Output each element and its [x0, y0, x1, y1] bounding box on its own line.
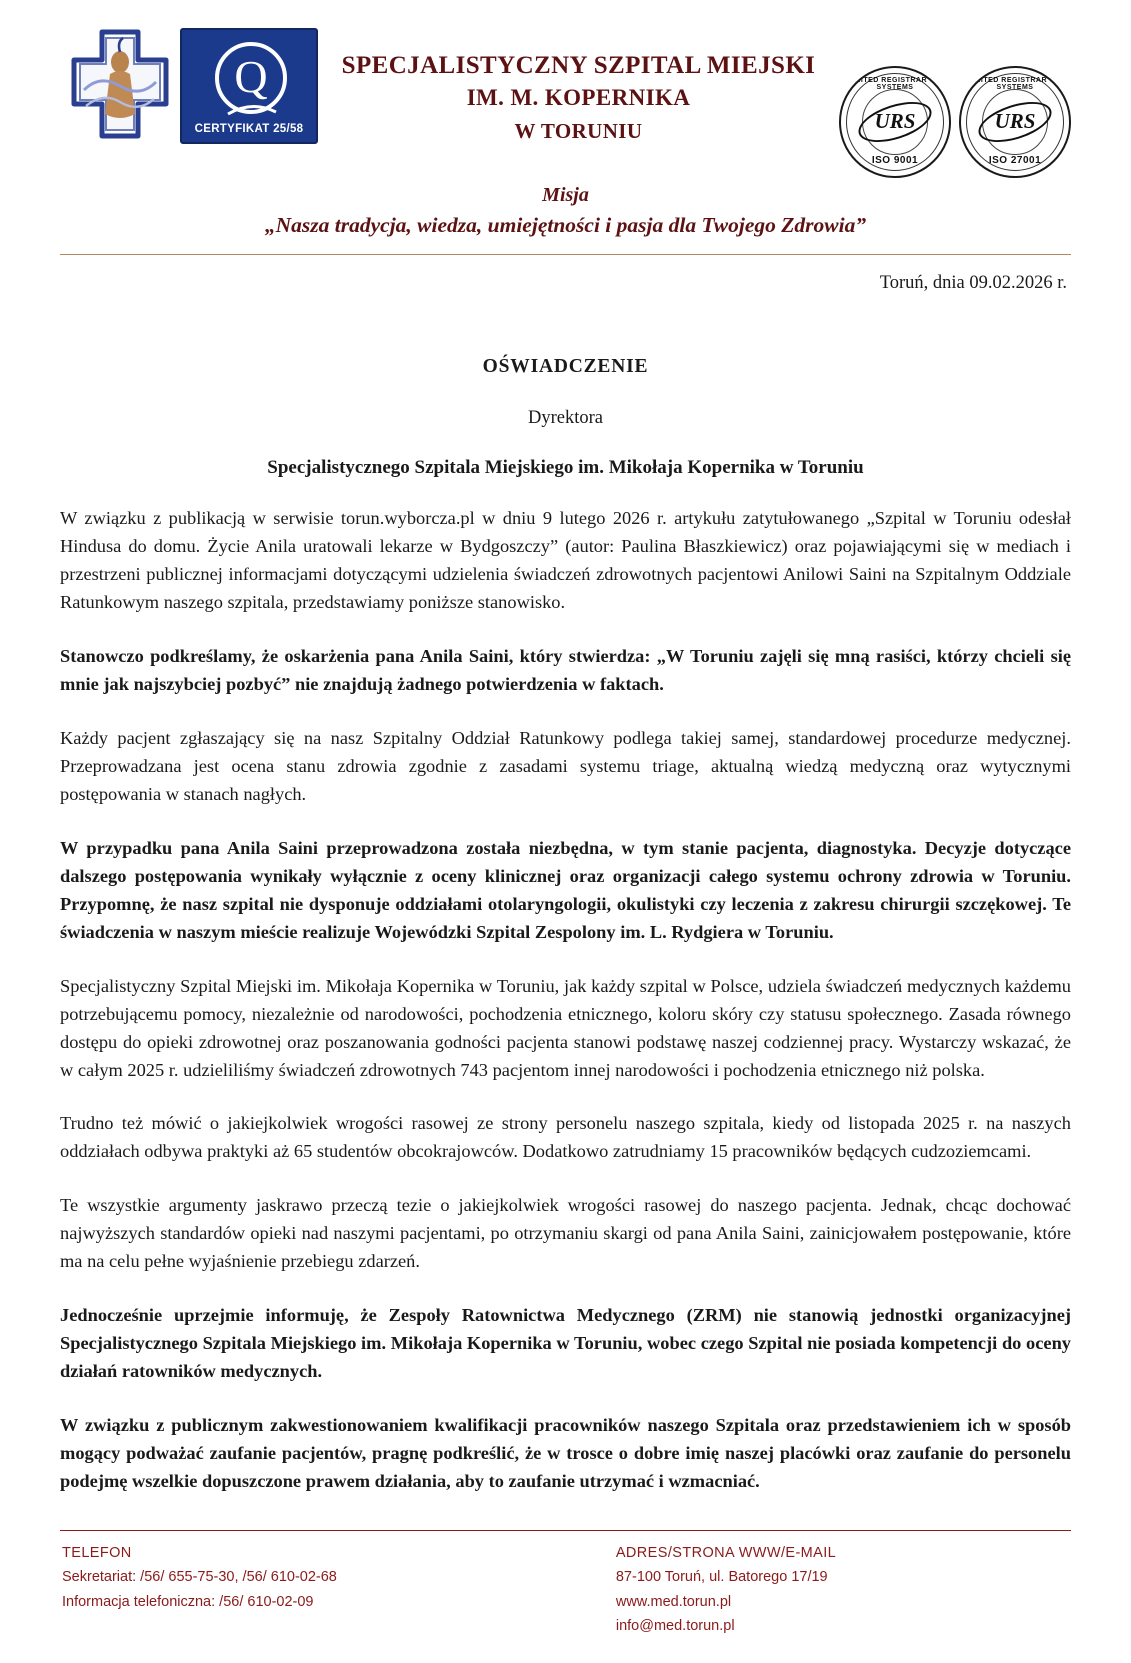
footer-phone-column	[62, 1541, 616, 1638]
paragraph: Te wszystkie argumenty jaskrawo przeczą tezie o jakiejkolwiek wrogości rasowej do naszego pacjenta. Jednak, chcąc dochować najwyższych standardów opieki nad naszymi pacjentami, po otrzymaniu skargi od pana Anila Saini, zainicjowałem postępowanie, które ma na celu pełne wyjaśnienie przebiegu zdarzeń.	[60, 1195, 1071, 1272]
hospital-name-line-2: IM. M. KOPERNIKA	[466, 85, 691, 111]
paragraph: W związku z publicznym zakwestionowaniem kwalifikacji pracowników naszego Szpitala oraz przedstawieniem ich w sposób mogący podważać zaufanie pacjentów, pragnę podkreślić, że w trosce o dobre imię naszej placówki oraz zaufanie do personelu podejmę wszelkie dopuszczone prawem działania, aby to zaufanie utrzymać i wzmacniać.	[60, 1415, 1071, 1492]
footer-address-column	[616, 1541, 1069, 1638]
hospital-name-block	[328, 28, 829, 147]
footer-phone-heading: TELEFON	[62, 1545, 132, 1562]
paragraph: Każdy pacjent zgłaszający się na nasz Szpitalny Oddział Ratunkowy podlega takiej samej, standardowej procedurze medycznej. Przeprowadzana jest ocena stanu zdrowia zgodnie z zasadami systemu triage, aktualną wiedzą medyczną oraz wytycznymi postępowania w stanach nagłych.	[60, 727, 1071, 804]
certificate-caption: CERTYFIKAT 25/58	[194, 123, 304, 135]
iso-27001-seal-bottom-text: ISO 27001	[988, 155, 1042, 166]
hospital-name-line-3: W TORUNIU	[514, 118, 643, 143]
footer-address-heading: ADRES/STRONA WWW/E-MAIL	[615, 1545, 837, 1562]
paragraph: W przypadku pana Anila Saini przeprowadzona została niezbędna, w tym stanie pacjenta, diagnostyka. Decyzje dotyczące dalszego postępowania wynikały wyłącznie z oceny klinicznej oraz organizacji całego systemu ochrony zdrowia w Toruniu. Przypomnę, że nasz szpital nie dysponuje oddziałami otolaryngologii, okulistyki czy leczenia z zakresu chirurgii szczękowej. Te świadczenia w naszym mieście realizuje Wojewódzki Szpital Zespolony im. L. Rydgiera w Toruniu.	[60, 837, 1071, 942]
certificate-logo	[180, 28, 318, 144]
iso-27001-seal-icon	[959, 66, 1071, 178]
document-body	[60, 505, 1071, 1496]
mission-title: Misja	[542, 184, 589, 206]
iso-9001-seal-top-text: UNITED REGISTRAR OF SYSTEMS	[849, 77, 941, 91]
hospital-cross-logo-icon	[66, 28, 174, 140]
footer-phone-line: Informacja telefoniczna: /56/ 610-02-09	[62, 1593, 314, 1610]
header-divider	[60, 254, 1071, 255]
footer-website-link[interactable]: www.med.torun.pl	[615, 1593, 732, 1610]
iso-9001-seal-center: URS	[874, 109, 916, 133]
logo-block	[60, 28, 318, 144]
mission-block	[60, 184, 1071, 238]
paragraph: Trudno też mówić o jakiejkolwiek wrogości rasowej ze strony personelu naszego szpitala, kiedy od listopada 2025 r. na naszych oddziałach odbywa praktyki aż 65 studentów obcokrajowców. Dodatkowo zatrudniamy 15 pracowników będących cudzoziemcami.	[60, 1113, 1071, 1162]
iso-9001-seal-icon	[839, 66, 951, 178]
paragraph: Specjalistyczny Szpital Miejski im. Mikołaja Kopernika w Toruniu, jak każdy szpital w Polsce, udziela świadczeń medycznych każdemu potrzebującemu pomocy, niezależnie od narodowości, pochodzenia etnicznego, koloru skóry czy statusu społecznego. Zasada równego dostępu do opieki zdrowotnej oraz poszanowania godności pacjenta stanowi podstawę naszej codziennej pracy. Wystarczy wskazać, że w całym 2025 r. udzieliliśmy świadczeń zdrowotnych 743 pacjentom innej narodowości i pochodzenia etnicznego niż polska.	[60, 975, 1071, 1080]
paragraph: Jednocześnie uprzejmie informuję, że Zespoły Ratownictwa Medycznego (ZRM) nie stanowią jednostki organizacyjnej Specjalistycznego Szpitala Miejskiego im. Mikołaja Kopernika w Toruniu, wobec czego Szpital nie posiada kompetencji do oceny działań ratowników medycznych.	[60, 1305, 1071, 1382]
hospital-name-line-1: SPECJALISTYCZNY SZPITAL MIEJSKI	[341, 52, 816, 79]
paragraph: W związku z publikacją w serwisie torun.wyborcza.pl w dniu 9 lutego 2026 r. artykułu zatytułowanego „Szpital w Toruniu odesłał Hindusa do domu. Życie Anila uratowali lekarze w Bydgoszczy” (autor: Paulina Błaszkiewicz) oraz pojawiającymi się w mediach i przestrzeni publicznej informacjami dotyczącymi udzielenia świadczeń zdrowotnych pacjentowi Anilowi Saini na Szpitalnym Oddziale Ratunkowym naszego szpitala, przedstawiamy poniższe stanowisko.	[60, 508, 1071, 612]
letterhead	[60, 18, 1071, 178]
page-footer	[60, 1530, 1071, 1662]
paragraph: Stanowczo podkreślamy, że oskarżenia pana Anila Saini, który stwierdza: „W Toruniu zajęli się mną rasiści, którzy chcieli się mnie jak najszybciej pozbyć” nie znajdują żadnego potwierdzenia w faktach.	[60, 645, 1071, 694]
iso-seals	[839, 28, 1071, 178]
document-subtitle-institution: Specjalistycznego Szpitala Miejskiego im. Mikołaja Kopernika w Toruniu	[267, 457, 864, 478]
footer-email-link[interactable]: info@med.torun.pl	[615, 1618, 735, 1635]
date-line: Toruń, dnia 09.02.2026 r.	[879, 273, 1067, 293]
svg-text:Q: Q	[234, 51, 268, 102]
page-title: OŚWIADCZENIE	[482, 356, 649, 377]
iso-27001-seal-top-text: UNITED REGISTRAR OF SYSTEMS	[969, 77, 1061, 91]
iso-27001-seal-center: URS	[994, 109, 1036, 133]
document-subtitle-role: Dyrektora	[528, 408, 603, 428]
iso-9001-seal-bottom-text: ISO 9001	[871, 155, 919, 166]
mission-quote: „Nasza tradycja, wiedza, umiejętności i pasja dla Twojego Zdrowia”	[264, 213, 867, 237]
footer-phone-line: Sekretariat: /56/ 655-75-30, /56/ 610-02-68	[62, 1569, 337, 1586]
footer-address-line: 87-100 Toruń, ul. Batorego 17/19	[615, 1569, 828, 1586]
